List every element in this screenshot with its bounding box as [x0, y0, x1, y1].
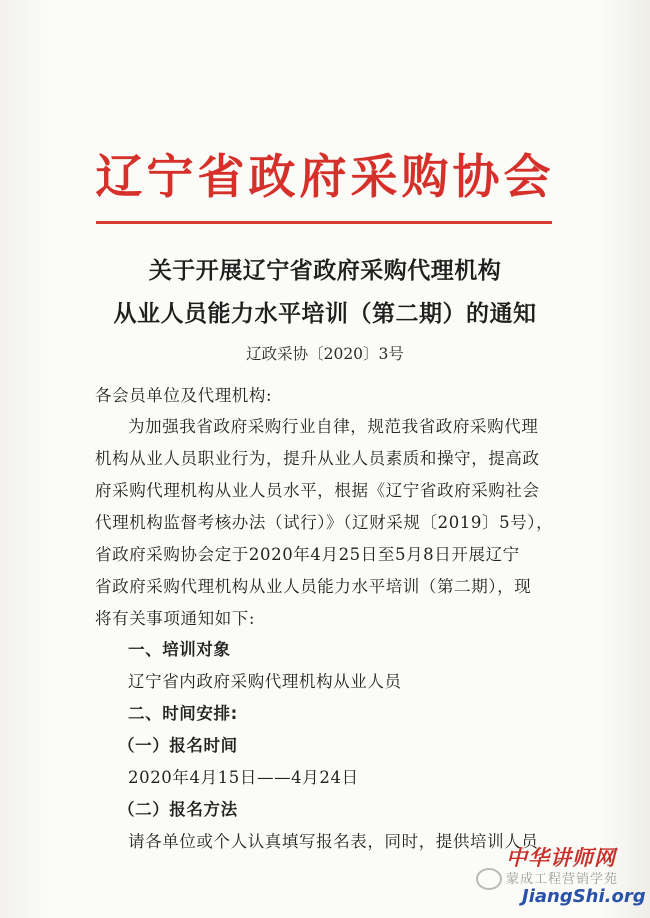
section-heading-2: 二、时间安排: — [128, 704, 238, 723]
paragraph-line: 机构从业人员职业行为，提升从业人员素质和操守，提高政 — [95, 449, 540, 468]
paragraph-line: 省政府采购代理机构从业人员能力水平培训（第二期），现 — [95, 577, 532, 596]
notice-title-line-2: 从业人员能力水平培训（第二期）的通知 — [113, 301, 537, 327]
document-number: 辽政采协〔2020〕3号 — [246, 345, 404, 363]
notice-title-line-1: 关于开展辽宁省政府采购代理机构 — [148, 258, 502, 284]
wechat-icon — [476, 868, 502, 890]
watermark-brand: 中华讲师网 — [506, 846, 616, 870]
paragraph-line: 府采购代理机构从业人员水平，根据《辽宁省政府采购社会 — [95, 481, 540, 500]
org-letterhead: 辽宁省政府采购协会 — [95, 150, 555, 205]
paragraph-line: 为加强我省政府采购行业自律，规范我省政府采购代理 — [128, 417, 539, 436]
paragraph-line: 省政府采购协会定于2020年4月25日至5月8日开展辽宁 — [95, 545, 520, 564]
subsection-heading-1: （一）报名时间 — [118, 736, 238, 755]
paragraph-line: 代理机构监督考核办法（试行）》（辽财采规〔2019〕5号）， — [95, 513, 554, 532]
section-text-1: 辽宁省内政府采购代理机构从业人员 — [128, 672, 402, 691]
paragraph-line: 将有关事项通知如下: — [95, 609, 256, 628]
watermark-subtitle: 蒙成工程营销学苑 — [506, 872, 619, 887]
section-heading-1: 一、培训对象 — [128, 640, 231, 659]
watermark — [456, 838, 646, 916]
subsection-heading-2: （二）报名方法 — [118, 800, 238, 819]
subsection-text-2: 请各单位或个人认真填写报名表，同时，提供培训人员 — [128, 832, 539, 851]
subsection-text-1: 2020年4月15日——4月24日 — [128, 768, 359, 787]
salutation: 各会员单位及代理机构: — [95, 386, 273, 405]
watermark-site: JiangShi.org — [522, 886, 646, 907]
letterhead-red-rule — [96, 221, 552, 224]
